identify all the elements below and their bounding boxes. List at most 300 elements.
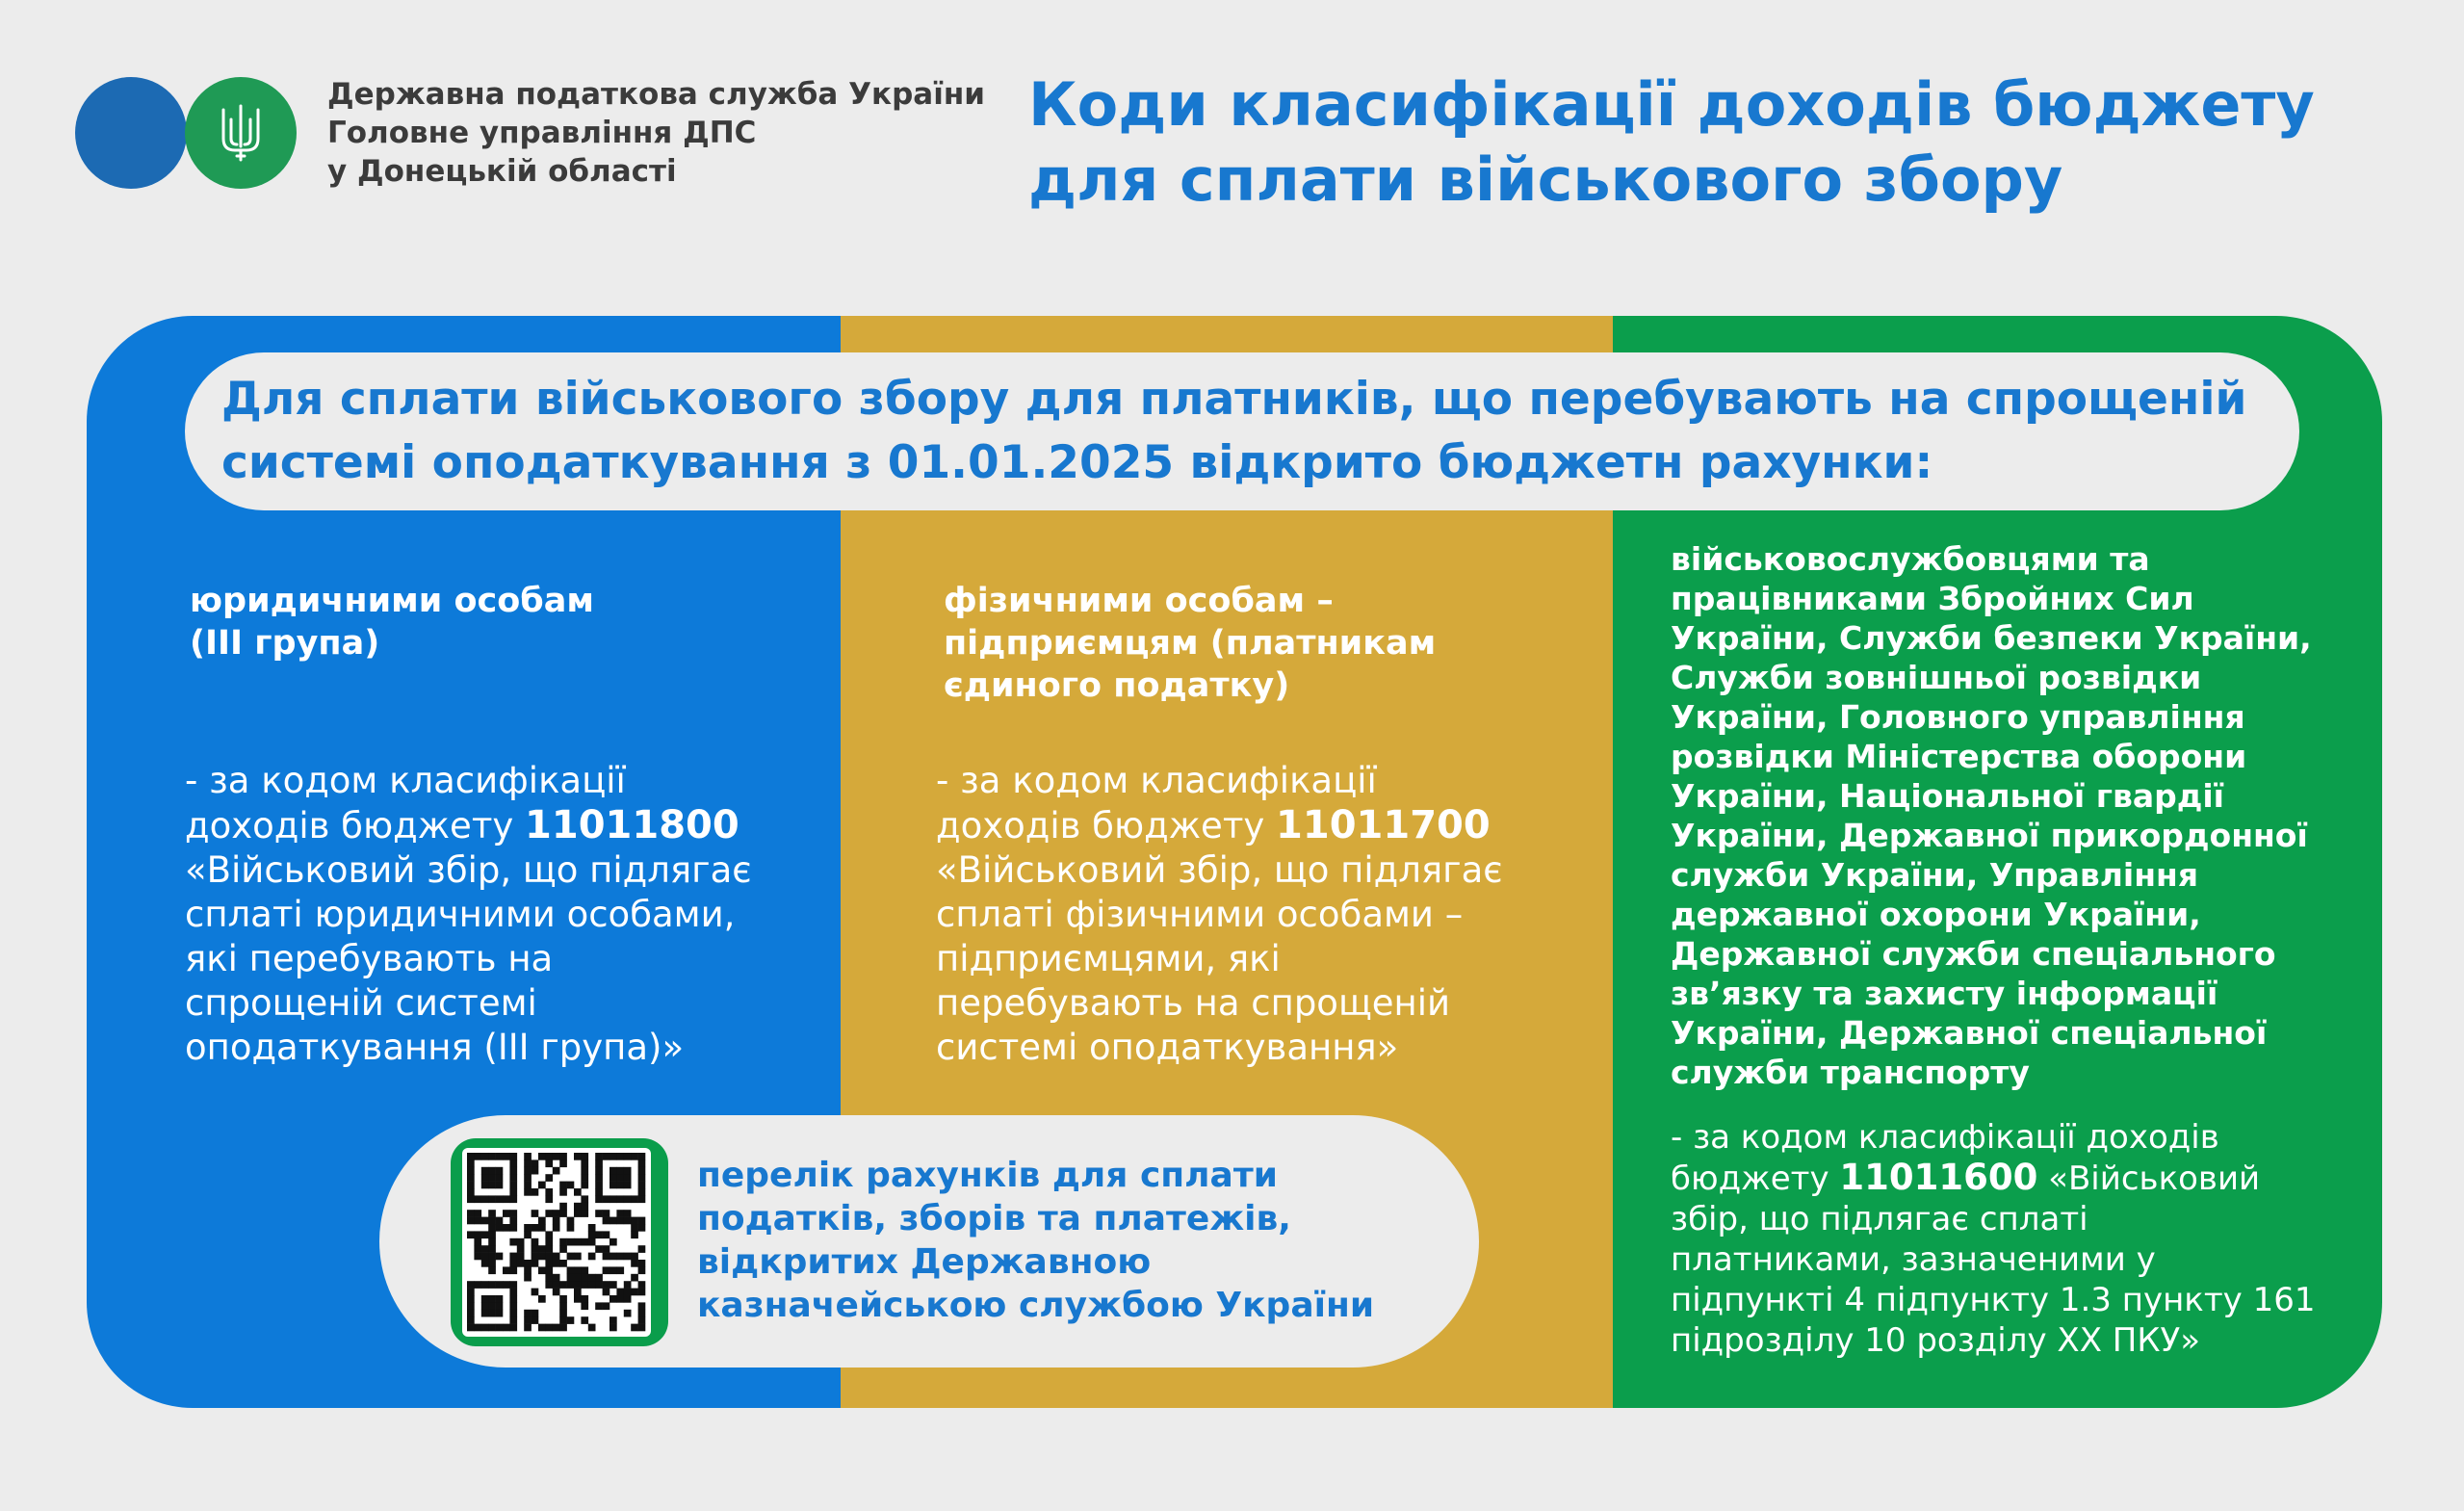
qr-module — [481, 1281, 489, 1289]
legal-heading-line-1: юридичними особам — [190, 582, 594, 620]
qr-module — [488, 1217, 496, 1225]
qr-module — [624, 1217, 632, 1225]
qr-module — [532, 1224, 539, 1232]
qr-module — [496, 1182, 504, 1189]
qr-module — [553, 1281, 560, 1289]
qr-link-box[interactable] — [379, 1115, 1479, 1368]
qr-module — [545, 1266, 553, 1274]
individual-text-line: доходів бюджету — [936, 805, 1277, 847]
military-heading — [1671, 539, 2345, 1092]
military-heading-line: зв’язку та захисту інформації — [1671, 975, 2218, 1012]
qr-module — [603, 1231, 610, 1238]
military-desc-line: підпункті 4 підпункту 1.3 пункту 161 — [1671, 1281, 2316, 1319]
qr-module — [616, 1195, 624, 1203]
logo-green-circle — [185, 77, 297, 189]
qr-module — [538, 1253, 546, 1261]
legal-desc-line: спрощеній системі — [185, 982, 537, 1024]
qr-module — [545, 1195, 553, 1203]
qr-module — [474, 1217, 481, 1225]
qr-module — [588, 1224, 596, 1232]
qr-module — [538, 1224, 546, 1232]
qr-module — [481, 1302, 489, 1310]
qr-module — [624, 1253, 632, 1261]
qr-module — [481, 1174, 489, 1182]
qr-module — [503, 1210, 510, 1217]
qr-module — [581, 1174, 588, 1182]
qr-module — [481, 1260, 489, 1267]
qr-module — [545, 1210, 553, 1217]
military-text-suffix: «Військовий — [2037, 1159, 2261, 1198]
qr-module — [559, 1203, 567, 1211]
qr-module — [581, 1167, 588, 1175]
qr-module — [467, 1316, 475, 1324]
qr-module — [638, 1217, 646, 1225]
qr-module — [610, 1195, 617, 1203]
qr-module — [481, 1253, 489, 1261]
legal-description — [185, 759, 752, 1070]
qr-module — [524, 1274, 532, 1282]
qr-module — [638, 1289, 646, 1296]
military-heading-line: державної охорони України, — [1671, 896, 2201, 933]
qr-module — [503, 1153, 510, 1160]
trident-icon — [218, 102, 264, 164]
qr-module — [488, 1295, 496, 1303]
qr-module — [574, 1210, 582, 1217]
banner-line-2: системі оподаткування з 01.01.2025 відкрито бюджетн рахунки: — [221, 436, 1933, 489]
qr-module — [638, 1260, 646, 1267]
dps-logo — [75, 77, 297, 191]
qr-module — [638, 1302, 646, 1310]
qr-module — [509, 1182, 517, 1189]
legal-desc-line: сплаті юридичними особами, — [185, 894, 736, 935]
qr-module — [545, 1231, 553, 1238]
qr-module — [496, 1253, 504, 1261]
qr-module — [581, 1203, 588, 1211]
qr-module — [553, 1289, 560, 1296]
qr-module — [474, 1245, 481, 1253]
qr-module — [545, 1238, 553, 1246]
qr-module — [567, 1266, 575, 1274]
qr-module — [524, 1324, 532, 1332]
qr-module — [567, 1182, 575, 1189]
individual-budget-code: 11011700 — [1276, 803, 1491, 847]
qr-module — [610, 1167, 617, 1175]
qr-module — [545, 1188, 553, 1196]
qr-module — [503, 1195, 510, 1203]
qr-module — [616, 1217, 624, 1225]
individual-description — [936, 759, 1503, 1070]
military-desc-line: збір, що підлягає сплаті — [1671, 1200, 2088, 1238]
qr-module — [574, 1295, 582, 1303]
qr-module — [545, 1153, 553, 1160]
qr-module — [467, 1182, 475, 1189]
qr-module — [595, 1174, 603, 1182]
qr-module — [503, 1266, 510, 1274]
individual-code-line — [936, 803, 1503, 848]
military-heading-line: України, Державної спеціальної — [1671, 1014, 2268, 1052]
qr-module — [559, 1302, 567, 1310]
qr-module — [488, 1153, 496, 1160]
qr-module — [481, 1324, 489, 1332]
qr-module — [532, 1316, 539, 1324]
qr-module — [509, 1159, 517, 1167]
qr-module — [467, 1217, 475, 1225]
qr-module — [603, 1245, 610, 1253]
qr-module — [524, 1174, 532, 1182]
military-heading-line: України, Служби безпеки України, — [1671, 619, 2312, 657]
qr-module — [517, 1253, 525, 1261]
qr-module — [631, 1253, 638, 1261]
individual-desc-line: сплаті фізичними особами – — [936, 894, 1464, 935]
intro-banner — [185, 352, 2299, 510]
qr-module — [610, 1217, 617, 1225]
qr-code-frame — [451, 1138, 668, 1346]
qr-module — [559, 1324, 567, 1332]
qr-module — [638, 1153, 646, 1160]
qr-module — [553, 1210, 560, 1217]
qr-module — [631, 1153, 638, 1160]
qr-module — [467, 1159, 475, 1167]
qr-module — [567, 1316, 575, 1324]
qr-module — [610, 1253, 617, 1261]
qr-module — [524, 1310, 532, 1317]
qr-module — [545, 1174, 553, 1182]
qr-module — [631, 1231, 638, 1238]
qr-code[interactable] — [462, 1148, 651, 1337]
qr-module — [488, 1238, 496, 1246]
qr-module — [624, 1182, 632, 1189]
qr-module — [509, 1260, 517, 1267]
qr-module — [488, 1324, 496, 1332]
qr-module — [538, 1153, 546, 1160]
qr-module — [567, 1217, 575, 1225]
qr-module — [496, 1167, 504, 1175]
qr-module — [595, 1167, 603, 1175]
qr-text-line: казначейською службою України — [697, 1286, 1375, 1325]
qr-module — [588, 1238, 596, 1246]
qr-module — [559, 1245, 567, 1253]
qr-module — [474, 1195, 481, 1203]
qr-module — [545, 1260, 553, 1267]
qr-module — [616, 1153, 624, 1160]
qr-module — [532, 1253, 539, 1261]
qr-module — [488, 1253, 496, 1261]
qr-module — [574, 1281, 582, 1289]
qr-module — [581, 1195, 588, 1203]
qr-module — [610, 1238, 617, 1246]
military-heading-line: Служби зовнішньої розвідки — [1671, 659, 2202, 696]
qr-module — [603, 1302, 610, 1310]
legal-desc-line: «Військовий збір, що підлягає — [185, 849, 752, 891]
qr-module — [581, 1266, 588, 1274]
qr-module — [467, 1195, 475, 1203]
qr-module — [545, 1281, 553, 1289]
qr-module — [603, 1281, 610, 1289]
qr-module — [474, 1238, 481, 1246]
qr-module — [488, 1310, 496, 1317]
qr-module — [509, 1224, 517, 1232]
qr-module — [581, 1274, 588, 1282]
org-line-1: Державна податкова служба України — [327, 77, 985, 112]
qr-module — [467, 1324, 475, 1332]
qr-module — [524, 1182, 532, 1189]
qr-module — [524, 1188, 532, 1196]
qr-module — [574, 1153, 582, 1160]
qr-module — [567, 1224, 575, 1232]
qr-module — [603, 1289, 610, 1296]
qr-module — [467, 1174, 475, 1182]
qr-module — [638, 1195, 646, 1203]
qr-module — [638, 1159, 646, 1167]
qr-module — [553, 1217, 560, 1225]
qr-module — [509, 1281, 517, 1289]
qr-module — [638, 1310, 646, 1317]
qr-module — [488, 1245, 496, 1253]
qr-module — [481, 1295, 489, 1303]
qr-module — [616, 1289, 624, 1296]
individual-desc-line: підприємцями, які — [936, 938, 1281, 979]
qr-module — [631, 1224, 638, 1232]
qr-module — [610, 1182, 617, 1189]
qr-module — [638, 1174, 646, 1182]
qr-module — [553, 1224, 560, 1232]
qr-module — [553, 1324, 560, 1332]
qr-module — [545, 1253, 553, 1261]
qr-module — [532, 1260, 539, 1267]
qr-module — [595, 1182, 603, 1189]
qr-module — [638, 1316, 646, 1324]
qr-module — [581, 1182, 588, 1189]
qr-module — [524, 1167, 532, 1175]
qr-module — [496, 1295, 504, 1303]
qr-module — [509, 1174, 517, 1182]
qr-module — [524, 1260, 532, 1267]
qr-module — [581, 1302, 588, 1310]
military-heading-line: розвідки Міністерства оборони — [1671, 738, 2247, 775]
qr-module — [488, 1231, 496, 1238]
qr-module — [481, 1245, 489, 1253]
legal-budget-code: 11011800 — [525, 803, 739, 847]
military-text-prefix: бюджету — [1671, 1159, 1840, 1198]
qr-module — [467, 1289, 475, 1296]
qr-module — [496, 1281, 504, 1289]
qr-module — [567, 1238, 575, 1246]
title-line-1: Коди класифікації доходів бюджету — [1028, 69, 2315, 140]
qr-module — [638, 1281, 646, 1289]
qr-module — [559, 1188, 567, 1196]
qr-module — [532, 1159, 539, 1167]
military-heading-line: військовослужбовцями та — [1671, 540, 2150, 578]
military-heading-line: України, Головного управління — [1671, 698, 2245, 736]
qr-module — [488, 1281, 496, 1289]
individual-heading-line-1: фізичними особам – — [944, 582, 1334, 620]
qr-module — [638, 1182, 646, 1189]
qr-module — [574, 1238, 582, 1246]
qr-module — [616, 1210, 624, 1217]
qr-module — [638, 1167, 646, 1175]
legal-heading — [190, 580, 594, 664]
individual-heading-line-3: єдиного податку) — [944, 666, 1290, 705]
military-heading-line: служби України, Управління — [1671, 856, 2199, 894]
qr-module — [488, 1210, 496, 1217]
qr-module — [610, 1153, 617, 1160]
qr-module — [545, 1324, 553, 1332]
qr-module — [638, 1224, 646, 1232]
qr-module — [532, 1245, 539, 1253]
qr-module — [538, 1182, 546, 1189]
qr-module — [503, 1281, 510, 1289]
qr-module — [574, 1253, 582, 1261]
qr-module — [467, 1281, 475, 1289]
qr-module — [509, 1295, 517, 1303]
qr-module — [559, 1316, 567, 1324]
qr-module — [545, 1159, 553, 1167]
individual-heading-line-2: підприємцям (платникам — [944, 624, 1437, 663]
qr-module — [574, 1203, 582, 1211]
qr-module — [488, 1167, 496, 1175]
qr-module — [488, 1174, 496, 1182]
qr-module — [559, 1182, 567, 1189]
qr-module — [603, 1266, 610, 1274]
qr-module — [603, 1195, 610, 1203]
qr-module — [610, 1266, 617, 1274]
qr-module — [524, 1266, 532, 1274]
military-heading-line: Державної служби спеціального — [1671, 935, 2276, 973]
qr-module — [538, 1266, 546, 1274]
qr-module — [496, 1174, 504, 1182]
qr-module — [532, 1310, 539, 1317]
qr-module — [581, 1316, 588, 1324]
qr-module — [553, 1153, 560, 1160]
qr-module — [595, 1231, 603, 1238]
qr-module — [595, 1188, 603, 1196]
qr-module — [474, 1281, 481, 1289]
qr-module — [467, 1295, 475, 1303]
qr-module — [467, 1310, 475, 1317]
qr-code-image — [462, 1148, 651, 1337]
qr-module — [559, 1260, 567, 1267]
qr-module — [467, 1153, 475, 1160]
qr-module — [588, 1281, 596, 1289]
qr-module — [595, 1245, 603, 1253]
military-budget-code: 11011600 — [1839, 1157, 2038, 1198]
qr-module — [553, 1260, 560, 1267]
qr-module — [588, 1231, 596, 1238]
qr-module — [524, 1316, 532, 1324]
qr-module — [610, 1295, 617, 1303]
qr-module — [503, 1224, 510, 1232]
military-desc-line: підрозділу 10 розділу XX ПКУ» — [1671, 1321, 2201, 1360]
military-code-line — [1671, 1158, 2345, 1199]
individual-desc-line: «Військовий збір, що підлягає — [936, 849, 1503, 891]
legal-code-line — [185, 803, 752, 848]
qr-module — [524, 1224, 532, 1232]
qr-module — [559, 1210, 567, 1217]
page-title — [1028, 67, 2315, 218]
individual-desc-line: перебувають на спрощеній — [936, 982, 1451, 1024]
qr-module — [532, 1188, 539, 1196]
qr-module — [616, 1182, 624, 1189]
qr-module — [631, 1274, 638, 1282]
qr-module — [631, 1289, 638, 1296]
qr-module — [488, 1182, 496, 1189]
qr-module — [488, 1302, 496, 1310]
individual-text-line: - за кодом класифікації — [936, 760, 1377, 801]
qr-module — [467, 1231, 475, 1238]
qr-module — [559, 1310, 567, 1317]
organization-name — [327, 75, 985, 191]
qr-module — [474, 1231, 481, 1238]
qr-module — [509, 1153, 517, 1160]
qr-module — [509, 1217, 517, 1225]
qr-module — [610, 1324, 617, 1332]
qr-module — [532, 1167, 539, 1175]
qr-module — [474, 1253, 481, 1261]
individual-desc-line: системі оподаткування» — [936, 1027, 1399, 1068]
legal-heading-line-2: (ІІІ група) — [190, 624, 380, 663]
qr-module — [616, 1174, 624, 1182]
qr-module — [467, 1167, 475, 1175]
qr-module — [538, 1217, 546, 1225]
qr-module — [496, 1324, 504, 1332]
logo-blue-circle — [75, 77, 187, 189]
qr-module — [517, 1245, 525, 1253]
legal-desc-line: оподаткування (ІІІ група)» — [185, 1027, 685, 1068]
military-heading-line: України, Державної прикордонної — [1671, 817, 2308, 854]
qr-module — [538, 1295, 546, 1303]
qr-module — [488, 1195, 496, 1203]
qr-module — [567, 1281, 575, 1289]
qr-module — [638, 1266, 646, 1274]
military-heading-line: працівниками Збройних Сил — [1671, 580, 2194, 617]
qr-module — [553, 1167, 560, 1175]
qr-module — [595, 1274, 603, 1282]
qr-module — [581, 1153, 588, 1160]
qr-module — [509, 1167, 517, 1175]
qr-module — [532, 1210, 539, 1217]
qr-module — [509, 1289, 517, 1296]
qr-module — [638, 1188, 646, 1196]
qr-module — [588, 1324, 596, 1332]
qr-module — [509, 1324, 517, 1332]
qr-module — [603, 1217, 610, 1225]
qr-module — [559, 1295, 567, 1303]
qr-module — [509, 1210, 517, 1217]
qr-module — [603, 1253, 610, 1261]
qr-module — [603, 1153, 610, 1160]
qr-module — [574, 1266, 582, 1274]
qr-module — [624, 1289, 632, 1296]
qr-module — [509, 1195, 517, 1203]
qr-module — [496, 1310, 504, 1317]
qr-module — [574, 1289, 582, 1296]
qr-module — [610, 1316, 617, 1324]
qr-module — [559, 1153, 567, 1160]
org-line-2: Головне управління ДПС — [327, 116, 757, 150]
qr-module — [616, 1253, 624, 1261]
qr-module — [595, 1210, 603, 1217]
qr-module — [509, 1266, 517, 1274]
qr-module — [581, 1238, 588, 1246]
legal-text-line: - за кодом класифікації — [185, 760, 626, 801]
qr-module — [509, 1316, 517, 1324]
qr-module — [488, 1260, 496, 1267]
qr-module — [567, 1274, 575, 1282]
qr-module — [496, 1302, 504, 1310]
qr-module — [496, 1217, 504, 1225]
qr-module — [474, 1324, 481, 1332]
military-text-line: - за кодом класифікації доходів — [1671, 1118, 2219, 1157]
